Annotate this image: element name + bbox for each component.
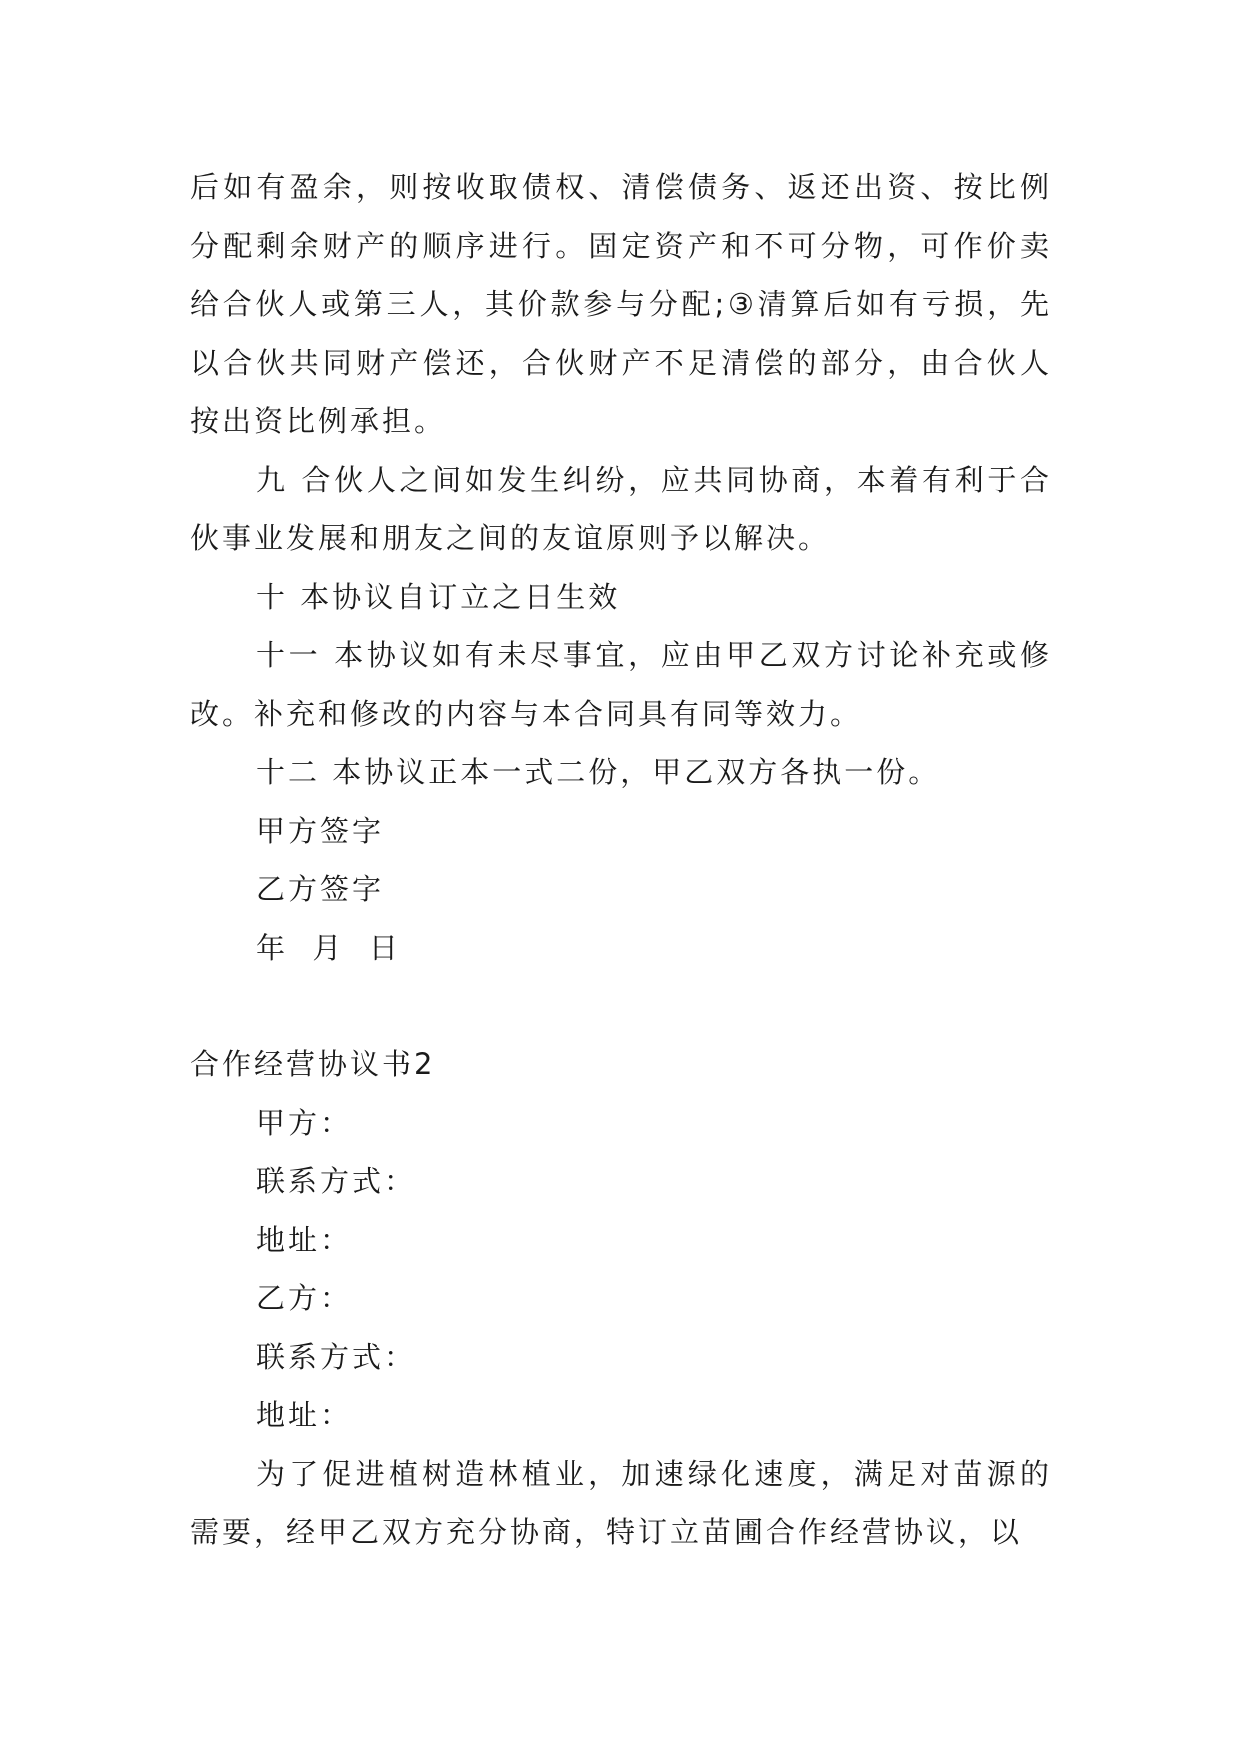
party-b-label: 乙方： <box>256 1281 353 1315</box>
clause-10: 十 本协议自订立之日生效 <box>256 579 621 614</box>
paragraph-continued: 后如有盈余，则按收取债权、清偿债务、返还出资、按比例分配剩余财产的顺序进行。固定资产和不可分物，可作价卖给合伙人或第三人，其价款参与分配;③清算后如有亏损，先以合伙共同财产偿还，合伙财产不足清偿的部分，由合伙人按出资比例承担。 <box>190 170 1052 438</box>
party-b-signature: 乙方签字 <box>256 872 385 906</box>
document-body <box>190 158 1052 1562</box>
date-line: 年 月 日 <box>256 930 401 965</box>
intro-paragraph: 为了促进植树造林植业，加速绿化速度，满足对苗源的需要，经甲乙双方充分协商，特订立苗圃合作经营协议，以 <box>190 1456 1052 1549</box>
party-a-contact: 联系方式： <box>256 1164 417 1198</box>
clause-9: 九 合伙人之间如发生纠纷，应共同协商，本着有利于合伙事业发展和朋友之间的友谊原则予以解决。 <box>190 462 1052 555</box>
party-a-label: 甲方： <box>256 1105 353 1140</box>
party-b-address: 地址： <box>256 1398 353 1432</box>
party-a-signature: 甲方签字 <box>256 813 385 848</box>
clause-12: 十二 本协议正本一式二份，甲乙双方各执一份。 <box>256 755 941 789</box>
clause-11: 十一 本协议如有未尽事宜，应由甲乙双方讨论补充或修改。补充和修改的内容与本合同具有同等效力。 <box>190 638 1052 731</box>
party-b-contact: 联系方式： <box>256 1339 417 1374</box>
party-a-address: 地址： <box>256 1222 353 1257</box>
section-gap <box>190 977 1052 1035</box>
second-agreement-title: 合作经营协议书2 <box>190 1047 436 1081</box>
